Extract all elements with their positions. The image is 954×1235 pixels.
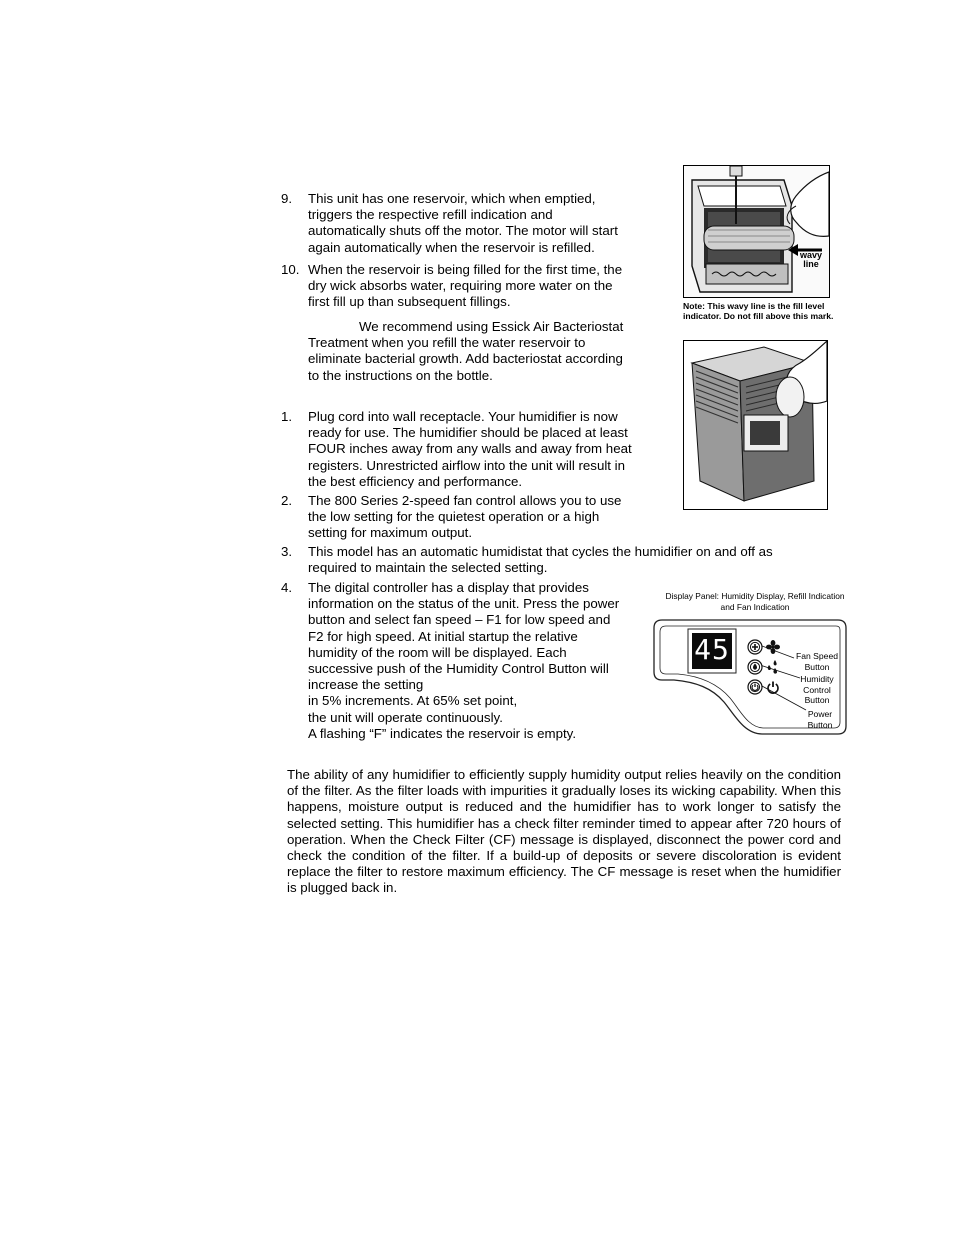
fan-speed-button[interactable]: [747, 639, 763, 655]
filling-figure: [683, 340, 828, 510]
wavy-line-label: wavy line: [800, 250, 823, 269]
power-label: Power Button: [807, 709, 833, 730]
item-number: 3.: [281, 544, 293, 559]
item-number: 1.: [281, 409, 293, 424]
power-icon: [766, 680, 780, 694]
plus-circle-icon: [747, 639, 763, 655]
reservoir-figure: [683, 165, 830, 298]
water-drops-icon: [766, 659, 780, 675]
item-number: 2.: [281, 493, 293, 508]
fan-speed-label: Fan Speed Button: [795, 651, 839, 672]
filling-illustration: [684, 341, 827, 509]
item-number: 9.: [281, 191, 293, 206]
item-text: Plug cord into wall receptacle. Your humidifier is now ready for use. The humidifier should be placed at least FOUR inches away from any walls and away from heat registers. Unrestricted airflow into the unit will result in the best efficiency and performance.: [308, 409, 632, 489]
power-button[interactable]: [747, 679, 763, 695]
fan-icon: [766, 640, 780, 654]
panel-title: Display Panel: Humidity Display, Refill Indication and Fan Indication: [665, 591, 845, 612]
humidity-display: [692, 633, 732, 669]
reservoir-illustration: [684, 166, 829, 297]
item-text: The 800 Series 2-speed fan control allows you to use the low setting for the quietest operation or a high setting for maximum output.: [308, 493, 622, 541]
filter-paragraph: The ability of any humidifier to efficiently supply humidity output relies heavily on the condition of the filter. As the filter loads with impurities it gradually loses its wicking capability. When this happens, moisture output is reduced and the humidifier has to work longer to satisfy the selected setting. This humidifier has a check filter reminder timed to appear after 720 hours of operation. When the Check Filter (CF) message is displayed, disconnect the power cord and check the condition of the filter. If a build-up of deposits or severe discoloration is evident replace the filter to restore maximum efficiency. The CF message is reset when the humidifier is plugged back in.: [287, 767, 841, 896]
humidity-button-icon: [747, 659, 763, 675]
bacteriostat-note: We recommend using Essick Air Bacteriostat Treatment when you refill the water reservoir to eliminate bacterial growth. Add bacteriostat according to the instructions on the bottle.: [308, 319, 624, 383]
display-value: 45: [694, 633, 730, 666]
humidity-control-button[interactable]: [747, 659, 763, 675]
power-button-icon: [747, 679, 763, 695]
item-number: 10.: [281, 262, 300, 277]
item-number: 4.: [281, 580, 293, 595]
humidity-control-label: Humidity Control Button: [800, 674, 834, 705]
reservoir-note: Note: This wavy line is the fill level indicator. Do not fill above this mark.: [683, 301, 834, 321]
item-text: This model has an automatic humidistat that cycles the humidifier on and off as required to maintain the selected setting.: [308, 544, 773, 576]
item-text: When the reservoir is being filled for the first time, the dry wick absorbs water, requiring more water on the first fill up than subsequent fillings.: [308, 262, 623, 310]
item-text: This unit has one reservoir, which when emptied, triggers the respective refill indication and automatically shuts off the motor. The motor will start again automatically when the reservoir is refilled.: [308, 191, 618, 255]
item-text: The digital controller has a display that provides information on the status of the unit. Press the power button and select fan speed – F1 for low speed and F2 for high speed. At initial startup the relative humidity of the room will be displayed. Each successive push of the Humidity Control Button will increase the setting in 5% increments. At 65% set point, the unit will operate continuously. A flashing “F” indicates the reservoir is empty.: [308, 580, 620, 741]
